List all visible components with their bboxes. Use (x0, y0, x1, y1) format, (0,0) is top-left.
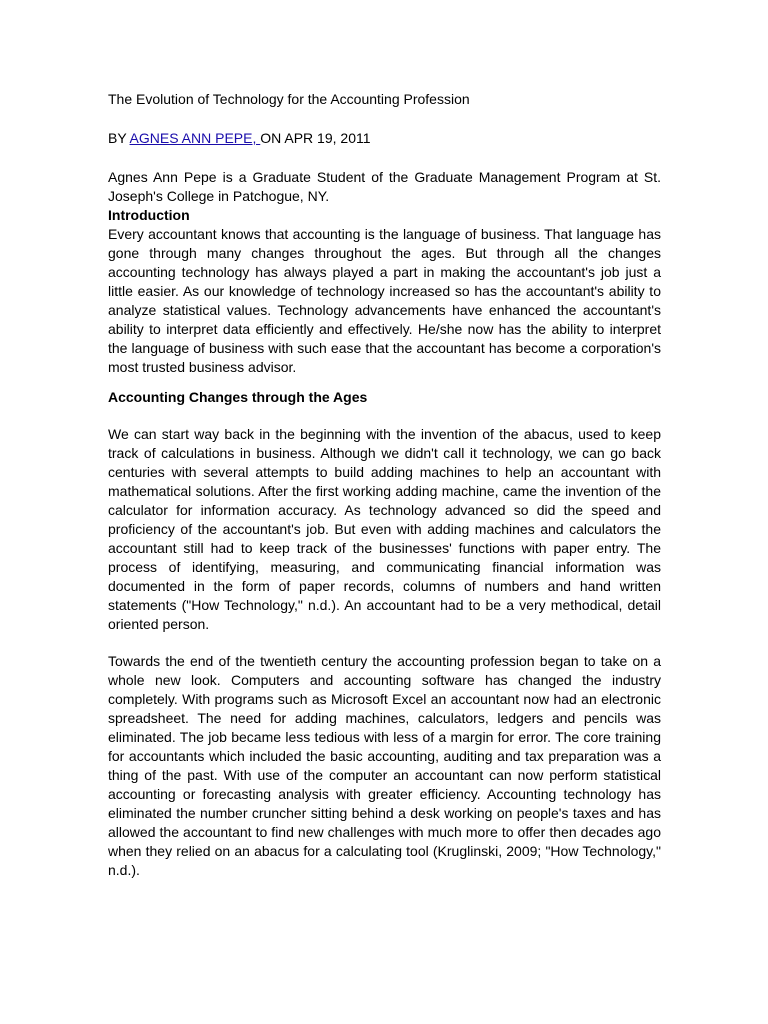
body-paragraph: We can start way back in the beginning with the invention of the abacus, used to keep track of calculations in business. Although we didn't call it technology, we can go back centuries with several attempts to build adding machines to help an accountant with mathematical solutions. After the first working adding machine, came the invention of the calculator for information accuracy. As technology advanced so did the speed and proficiency of the accountant's job. But even with adding machines and calculators the accountant still had to keep track of the businesses' functions with paper entry. The process of identifying, measuring, and communicating financial information was documented in the form of paper records, columns of numbers and hand written statements ("How Technology," n.d.). An accountant had to be a very methodical, detail oriented person. (108, 426, 661, 632)
author-link[interactable]: AGNES ANN PEPE, (129, 130, 261, 146)
introduction-paragraph: Every accountant knows that accounting is the language of business. That language has gone through many changes throughout the ages. But through all the changes accounting technology has always played a part in making the accountant's job just a little easier. As our knowledge of technology increased so has the accountant's ability to analyze statistical values. Technology advancements have enhanced the accountant's ability to interpret data efficiently and effectively. He/she now has the ability to interpret the language of business with such ease that the accountant has become a corporation's most trusted business advisor. (108, 226, 661, 375)
document-title: The Evolution of Technology for the Accounting Profession (108, 91, 470, 107)
byline-date: ON APR 19, 2011 (260, 130, 371, 146)
author-bio: Agnes Ann Pepe is a Graduate Student of the Graduate Management Program at St. Joseph's College in Patchogue, NY. (108, 169, 661, 204)
document-page (108, 90, 661, 880)
body-paragraph: Towards the end of the twentieth century the accounting profession began to take on a whole new look. Computers and accounting software has changed the industry completely. With programs such as Microsoft Excel an accountant now had an electronic spreadsheet. The need for adding machines, calculators, ledgers and pencils was eliminated. The job became less tedious with less of a margin for error. The core training for accountants which included the basic accounting, auditing and tax preparation was a thing of the past. With use of the computer an accountant can now perform statistical accounting or forecasting analysis with greater efficiency. Accounting technology has eliminated the number cruncher sitting behind a desk working on people's taxes and has allowed the accountant to find new challenges with much more to offer then decades ago when they relied on an abacus for a calculating tool (Kruglinski, 2009; "How Technology," n.d.). (108, 653, 661, 878)
byline (108, 129, 661, 148)
byline-prefix: BY (108, 130, 130, 146)
section-heading-accounting-changes: Accounting Changes through the Ages (108, 389, 368, 405)
section-heading-introduction: Introduction (108, 207, 190, 223)
